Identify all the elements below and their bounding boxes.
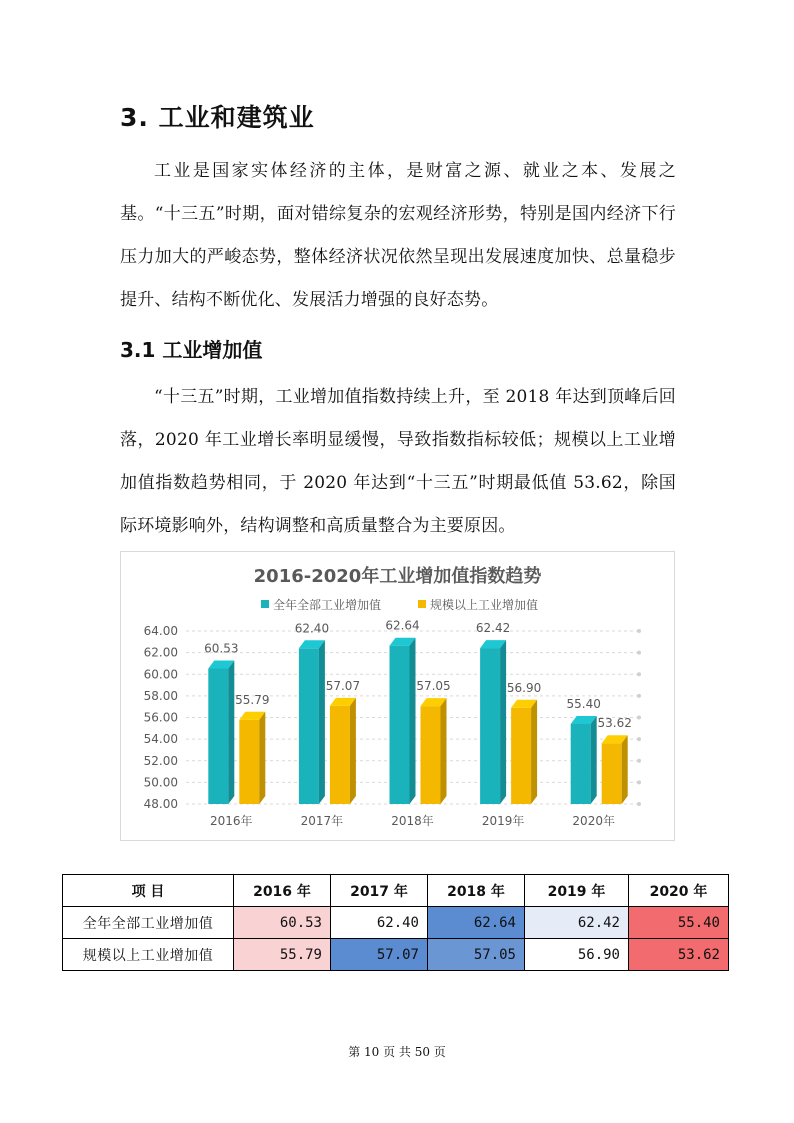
legend-swatch (261, 600, 269, 608)
chart-container (120, 551, 675, 841)
gridline-end (637, 759, 641, 763)
y-tick-label: 60.00 (143, 667, 178, 682)
table-header-cell: 2019 年 (525, 875, 629, 907)
data-label: 55.40 (566, 696, 601, 711)
chart-title: 2016-2020年工业增加值指数趋势 (253, 566, 542, 587)
bar-side (531, 700, 537, 804)
bar (208, 669, 228, 804)
table-cell: 62.42 (525, 907, 629, 939)
x-tick-label: 2018年 (391, 814, 434, 828)
gridline-end (637, 737, 641, 741)
data-label: 56.90 (506, 680, 542, 695)
bar-side (441, 698, 447, 804)
gridline-end (637, 694, 641, 698)
x-tick-label: 2017年 (300, 814, 344, 828)
bar-side (259, 712, 265, 804)
legend-swatch (418, 600, 426, 608)
bar-side (591, 716, 597, 804)
bar (421, 706, 441, 804)
table-cell: 56.90 (525, 939, 629, 971)
table-cell: 62.64 (428, 907, 525, 939)
data-label: 57.05 (416, 679, 451, 694)
gridline-end (637, 716, 641, 720)
x-tick-label: 2019年 (481, 814, 525, 828)
section-title: 3. 工业和建筑业 (120, 103, 315, 132)
data-table (62, 874, 729, 971)
bar (330, 706, 350, 804)
bar (390, 646, 410, 804)
table-cell: 62.40 (331, 907, 428, 939)
gridline-end (637, 672, 641, 676)
legend-label: 全年全部工业增加值 (273, 598, 382, 612)
bar (571, 724, 591, 804)
y-tick-label: 62.00 (143, 645, 178, 660)
data-label: 62.40 (294, 621, 330, 636)
bar (480, 648, 500, 804)
table-cell: 57.05 (428, 939, 525, 971)
x-tick-label: 2020年 (572, 814, 615, 828)
y-tick-label: 54.00 (143, 732, 178, 747)
data-label: 60.53 (204, 641, 239, 656)
table-row (63, 907, 729, 939)
table-cell: 60.53 (234, 907, 331, 939)
bar (511, 708, 531, 804)
table-header-cell: 2020 年 (629, 875, 729, 907)
bar (602, 743, 622, 804)
bar (239, 720, 259, 804)
y-tick-label: 52.00 (143, 753, 178, 768)
table-header-cell: 2017 年 (331, 875, 428, 907)
body-paragraph: “十三五”时期，工业增加值指数持续上升，至 2018 年达到顶峰后回落，2020 年工业增长率明显缓慢，导致指数指标较低；规模以上工业增加值指数趋势相同，于 2020 年达到“十三五”时期最低值 53.62，除国际环境影响外，结构调整和高质量整合为主要原因。 (120, 387, 676, 536)
row-label: 规模以上工业增加值 (63, 939, 234, 971)
table-row (63, 939, 729, 971)
bar (299, 648, 319, 804)
y-tick-label: 64.00 (143, 624, 178, 638)
y-tick-label: 56.00 (143, 710, 178, 725)
gridline-end (637, 651, 641, 655)
table-cell: 55.79 (234, 939, 331, 971)
gridline-end (637, 629, 641, 633)
table-header-cell: 2018 年 (428, 875, 525, 907)
bar-side (410, 638, 416, 804)
gridline-end (637, 780, 641, 784)
table-header-cell: 项 目 (63, 875, 234, 907)
gridline-end (637, 802, 641, 806)
legend-label: 规模以上工业增加值 (430, 598, 539, 612)
y-tick-label: 58.00 (143, 688, 178, 703)
page-footer: 第 10 页 共 50 页 (348, 1045, 446, 1059)
data-label: 62.64 (385, 618, 420, 633)
data-label: 53.62 (597, 716, 632, 731)
bar-side (622, 735, 628, 804)
intro-paragraph: 工业是国家实体经济的主体，是财富之源、就业之本、发展之基。“十三五”时期，面对错综复杂的宏观经济形势，特别是国内经济下行压力加大的严峻态势，整体经济状况依然呈现出发展速度加快、总量稳步提升、结构不断优化、发展活力增强的良好态势。 (120, 161, 676, 310)
data-label: 62.42 (475, 621, 511, 636)
y-tick-label: 48.00 (143, 797, 178, 811)
table-cell: 57.07 (331, 939, 428, 971)
bar-side (228, 661, 234, 804)
table-header-row (63, 875, 729, 907)
row-label: 全年全部工业增加值 (63, 907, 234, 939)
x-tick-label: 2016年 (210, 814, 253, 828)
bar-side (500, 640, 506, 804)
table-cell: 55.40 (629, 907, 729, 939)
bar-chart (121, 552, 674, 840)
bar-side (319, 640, 325, 804)
bar-side (350, 698, 356, 804)
subsection-title: 3.1 工业增加值 (120, 338, 263, 362)
table-cell: 53.62 (629, 939, 729, 971)
data-label: 57.07 (325, 678, 361, 693)
y-tick-label: 50.00 (143, 775, 178, 790)
table-header-cell: 2016 年 (234, 875, 331, 907)
data-label: 55.79 (235, 692, 270, 707)
